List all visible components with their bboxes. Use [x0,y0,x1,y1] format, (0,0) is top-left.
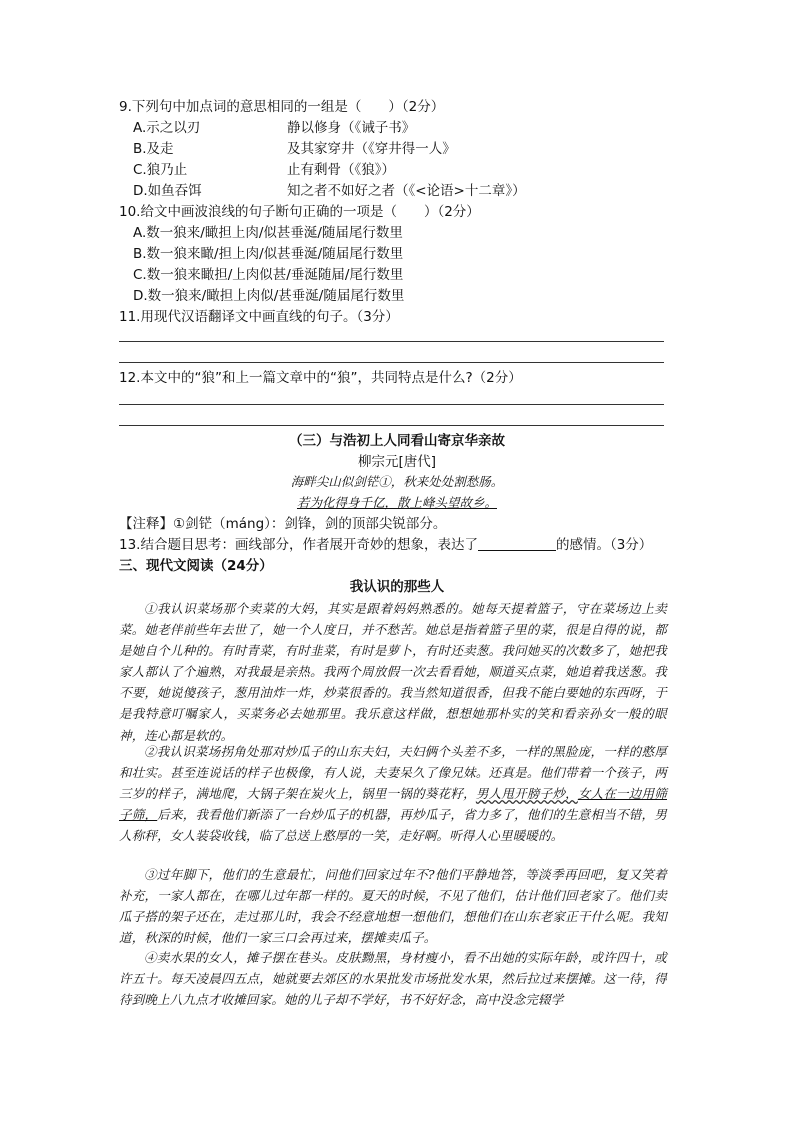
q12-stem: 12.本文中的“狼”和上一篇文章中的“狼”，共同特点是什么?（2分） [119,370,522,386]
q9-stem: 9.下列句中加点词的意思相同的一组是（ ）（2分） [119,99,445,115]
q10-option-b[interactable]: B.数一狼来瞰/担上肉/似甚垂涎/随届尾行数里 [133,246,404,262]
q10-option-c[interactable]: C.数一狼来瞰担/上肉似甚/垂涎随届/尾行数里 [133,267,404,283]
essay-paragraph-3: ③过年脚下，他们的生意最忙，问他们回家过年不?他们平静地答，等淡季再回吧，复又笑着补充，一家人都在，在哪儿过年都一样的。夏天的时候，不见了他们，估计他们回老家了。他们卖瓜子搭的架子还在，走过那儿时，我会不经意地想一想他们，想他们在山东老家正干什么呢。我知道，秋深的时候，他们一家三口会再过来，摆摊卖瓜子。 [119,867,667,946]
q9-option-d[interactable] [133,181,526,201]
poem-line-2-underlined: 若为化得身千亿，散上峰头望故乡。 [296,495,497,510]
q9-option-d-left: D.如鱼吞饵 [133,183,202,199]
q13-stem-before: 13.结合题目思考：画线部分，作者展开奇妙的想象，表达了 [119,537,478,553]
q9-option-a-right: 静以修身（《诫子书》 [287,120,416,136]
q10-stem: 10.给文中画波浪线的句子断句正确的一项是（ ）（2分） [119,204,480,220]
essay-title: 我认识的那些人 [349,579,445,595]
q12-answer-line-2[interactable] [119,425,664,426]
q10-option-a[interactable]: A.数一狼来/瞰担上肉/似甚垂涎/随届尾行数里 [133,225,403,241]
q9-option-a-left: A.示之以刃 [133,120,201,136]
q12-answer-line-1[interactable] [119,404,664,405]
poem-author: 柳宗元[唐代] [357,454,437,470]
q13-stem-after: 的感情。（3分） [555,537,653,553]
poem-line-1: 海畔尖山似剑铓①，秋来处处割愁肠。 [290,474,504,489]
essay-paragraph-2-part-2: 后来，我看他们新添了一台炒瓜子的机器，再炒瓜子，省力多了，他们的生意相当不错，男人称秤，女人装袋收钱，临了总送上憨厚的一笑，走好啊。听得人心里暖暖的。 [119,807,667,844]
essay-paragraph-2-underlined: 女人在一边用筛子筛， [119,786,667,823]
poem-note: 【注释】①剑铓（máng）：剑锋，剑的顶部尖锐部分。 [119,516,447,532]
q13-answer-blank[interactable] [478,536,556,551]
q9-option-c-left: C.狼乃止 [133,162,188,178]
essay-paragraph-2 [119,741,667,846]
q9-option-c[interactable] [133,160,395,180]
section3-heading: 三、现代文阅读（24分） [119,558,273,574]
q10-option-d[interactable]: D.数一狼来/瞰担上肉似/甚垂涎/随届尾行数里 [133,288,405,304]
essay-paragraph-2-part-1: ②我认识菜场拐角处那对炒瓜子的山东夫妇，夫妇俩个头差不多，一样的黑脸庞，一样的憨厚和壮实。甚至连说话的样子也极像，有人说，夫妻呆久了像兄妹。还真是。他们带着一个孩子，两三岁的样子，满地爬，大锅子架在炭火上，锅里一锅的葵花籽， [119,744,667,802]
poem-title: （三）与浩初上人同看山寄京华亲故 [289,433,505,449]
poem-line-2 [0,493,794,513]
essay-paragraph-1: ①我认识菜场那个卖菜的大妈，其实是跟着妈妈熟悉的。她每天提着篮子，守在菜场边上卖菜。她老伴前些年去世了，她一个人度日，并不愁苦。她总是指着篮子里的菜，很是自得的说，都是她自个儿种的。有时青菜，有时韭菜，有时是萝卜，有时还卖葱。我问她买的次数多了，她把我家人都认了个遍熟，对我最是亲热。我两个周放假一次去看看她，顺道买点菜，她追着我送葱。我不要，她说傻孩子，葱用油炸一炸，炒菜很香的。我当然知道很香，但我不能白要她的东西呀，于是我特意叮嘱家人，买菜务必去她那里。我乐意这样做，想想她那朴实的笑和看亲孙女一般的眼神，连心都是软的。 [119,601,667,743]
q9-option-c-right: 止有剩骨（《狼》） [287,162,395,178]
essay-paragraph-4: ④卖水果的女人，摊子摆在巷头。皮肤黝黑，身材瘦小，看不出她的实际年龄，或许四十，或许五十。每天凌晨四五点，她就要去郊区的水果批发市场批发水果，然后拉过来摆摊。这一待，得待到晚上八九点才收摊回家。她的儿子却不学好，书不好好念，高中没念完辍学 [119,950,667,1008]
q9-option-b-right: 及其家穿井（《穿井得一人》 [287,141,456,157]
essay-paragraph-2-wavy: 男人甩开膀子炒， [475,786,578,802]
q11-answer-line-1[interactable] [119,341,664,342]
q13-stem [119,535,652,555]
q9-option-b-left: B.及走 [133,141,174,157]
q9-option-d-right: 知之者不如好之者（《<论语>十二章》） [287,183,526,199]
q11-answer-line-2[interactable] [119,362,664,363]
q9-option-a[interactable] [133,118,416,138]
q9-option-b[interactable] [133,139,456,159]
q11-stem: 11.用现代汉语翻译文中画直线的句子。（3分） [119,309,399,325]
